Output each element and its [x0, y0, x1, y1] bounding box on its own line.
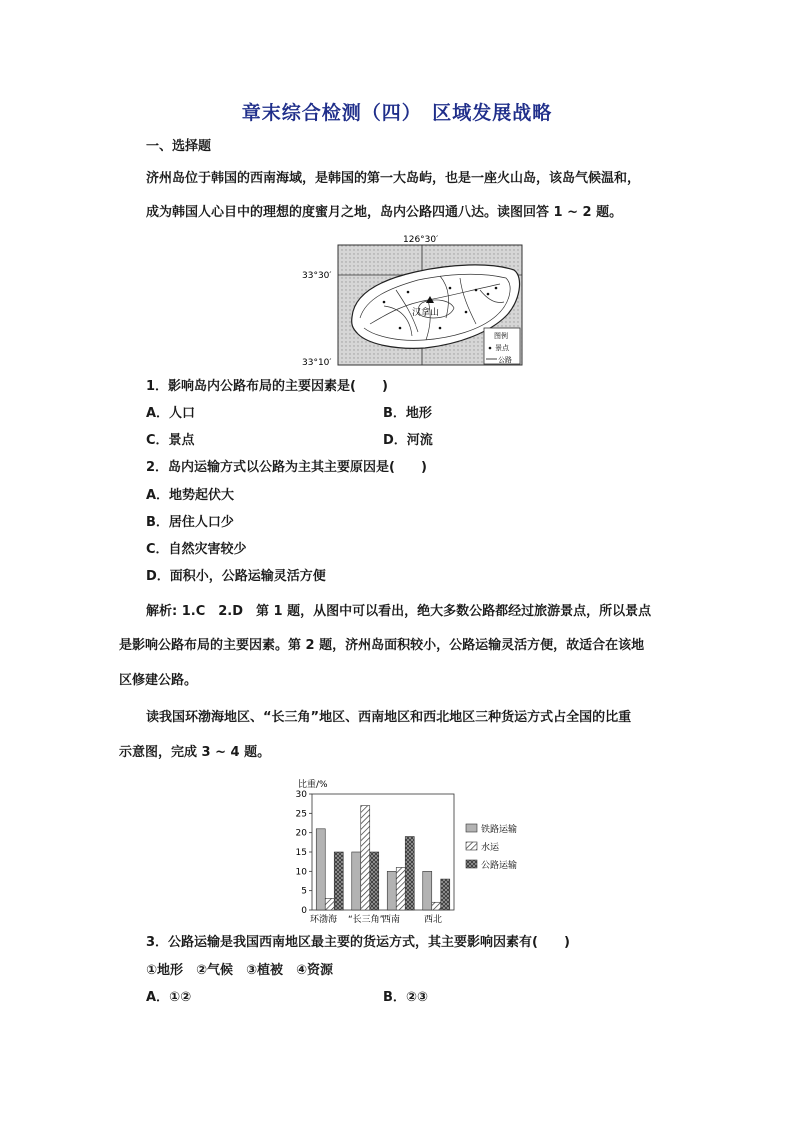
bar-公路运输 — [405, 837, 414, 910]
freight-share-chart — [280, 774, 540, 926]
bar-公路运输 — [370, 852, 379, 910]
y-tick-label: 10 — [295, 867, 307, 878]
y-tick-label: 20 — [295, 828, 307, 839]
option-3a: A．①② — [146, 990, 192, 1005]
legend-swatch — [466, 824, 477, 832]
option-1c: C．景点 — [146, 433, 195, 448]
option-1d: D．河流 — [383, 433, 433, 448]
bar-水运 — [432, 902, 441, 910]
page-title: 章末综合检测（四） 区域发展战略 — [241, 102, 553, 124]
x-tick-label: 西南 — [382, 915, 401, 925]
y-tick-label: 30 — [295, 790, 307, 800]
bar-铁路运输 — [387, 871, 396, 910]
question-3-items: ①地形 ②气候 ③植被 ④资源 — [146, 963, 334, 978]
y-tick-label: 15 — [295, 848, 307, 858]
section-heading: 一、选择题 — [146, 139, 212, 154]
intro-text-line: 示意图，完成 3 ~ 4 题。 — [119, 745, 271, 760]
latitude-bottom-label: 33°10′ — [302, 358, 332, 368]
bar-铁路运输 — [423, 871, 432, 910]
plot-frame — [312, 794, 454, 910]
legend-swatch — [466, 842, 477, 850]
answer-line: 是影响公路布局的主要因素。第 2 题，济州岛面积较小，公路运输灵活方便，故适合在该地 — [119, 638, 645, 653]
legend-label: 公路运输 — [481, 861, 518, 871]
bar-水运 — [361, 806, 370, 910]
question-3: 3．公路运输是我国西南地区最主要的货运方式，其主要影响因素有( ) — [146, 935, 570, 950]
x-tick-label: 环渤海 — [310, 915, 338, 925]
x-tick-label: 西北 — [424, 915, 443, 925]
option-1a: A．人口 — [146, 406, 196, 421]
intro-text-line: 济州岛位于韩国的西南海域，是韩国的第一大岛屿，也是一座火山岛，该岛气候温和， — [146, 171, 641, 186]
option-2b: B．居住人口少 — [146, 515, 234, 530]
legend-title: 图例 — [494, 332, 508, 340]
option-2d: D．面积小，公路运输灵活方便 — [146, 569, 326, 584]
legend-label: 水运 — [481, 843, 500, 853]
latitude-top-label: 33°30′ — [302, 271, 332, 281]
bar-水运 — [396, 867, 405, 910]
legend-spot-label: 景点 — [495, 344, 509, 352]
bar-公路运输 — [441, 879, 450, 910]
bar-公路运输 — [334, 852, 343, 910]
y-tick-label: 5 — [301, 886, 307, 897]
option-2a: A．地势起伏大 — [146, 488, 235, 503]
x-tick-label: “长三角” — [348, 915, 385, 925]
option-2c: C．自然灾害较少 — [146, 542, 247, 557]
y-tick-label: 25 — [295, 809, 307, 820]
question-2: 2．岛内运输方式以公路为主其主要原因是( ) — [146, 460, 427, 475]
option-3b: B．②③ — [383, 990, 428, 1005]
longitude-label: 126°30′ — [403, 235, 439, 245]
bar-铁路运输 — [316, 829, 325, 910]
intro-text-line: 读我国环渤海地区、“长三角”地区、西南地区和西北地区三种货运方式占全国的比重 — [146, 710, 632, 725]
legend-swatch — [466, 860, 477, 868]
y-axis-label: 比重/% — [298, 780, 328, 790]
legend-spot-icon — [489, 347, 492, 350]
answer-line: 解析: 1.C 2.D 第 1 题，从图中可以看出，绝大多数公路都经过旅游景点，所以景点 — [146, 604, 652, 619]
question-1: 1．影响岛内公路布局的主要因素是( ) — [146, 379, 388, 394]
legend-label: 铁路运输 — [481, 825, 518, 835]
option-1b: B．地形 — [383, 406, 432, 421]
mountain-label: 汉拿山 — [412, 308, 440, 318]
intro-text-line: 成为韩国人心目中的理想的度蜜月之地，岛内公路四通八达。读图回答 1 ~ 2 题。 — [146, 205, 623, 220]
bar-铁路运输 — [352, 852, 361, 910]
legend-road-label: 公路 — [498, 356, 512, 364]
answer-line: 区修建公路。 — [119, 673, 198, 688]
y-tick-label: 0 — [301, 906, 307, 916]
bar-水运 — [325, 898, 334, 910]
jeju-map — [300, 232, 530, 372]
